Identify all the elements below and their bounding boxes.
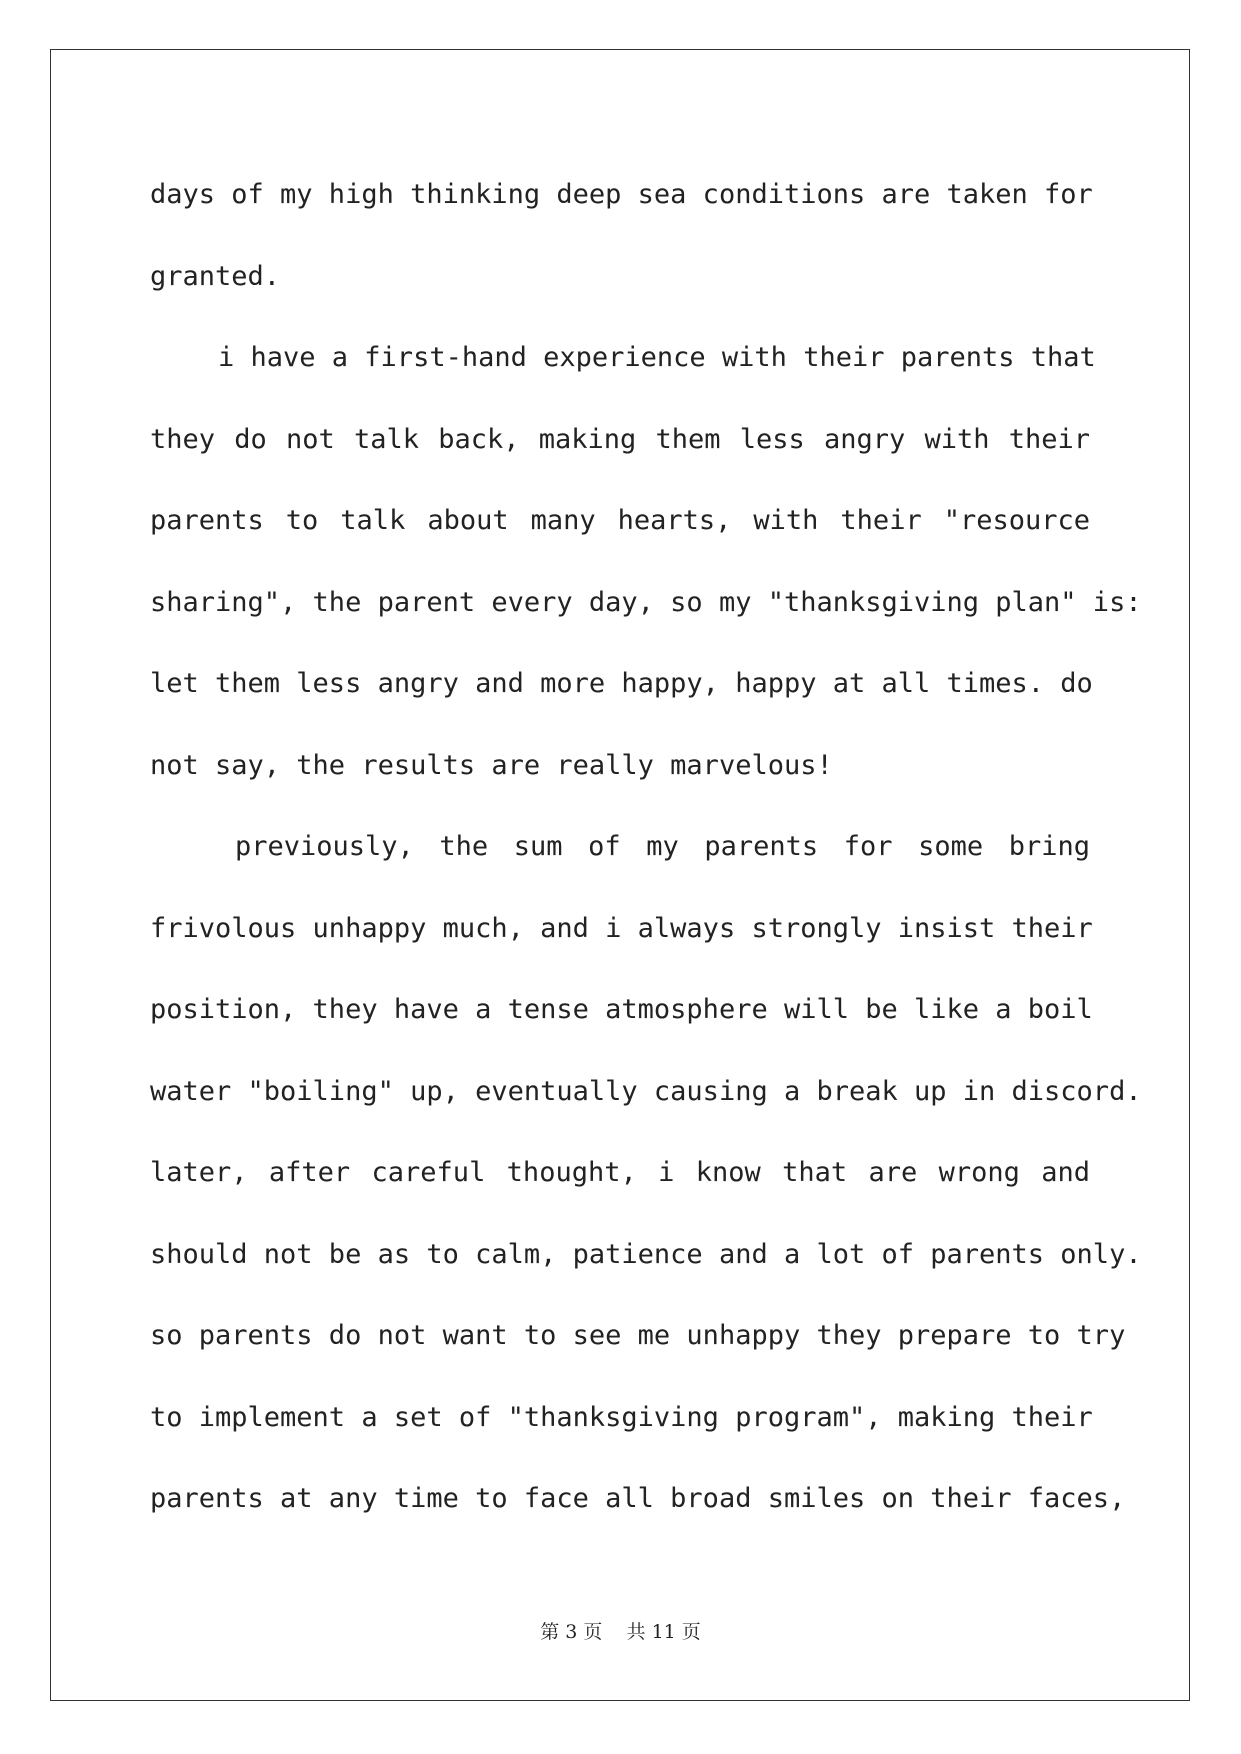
document-body (150, 167, 1142, 1553)
text-line: so parents do not want to see me unhappy they prepare to try (150, 1320, 1126, 1351)
text-line: not say, the results are really marvelous! (150, 749, 833, 781)
text-line: sharing", the parent every day, so my "thanksgiving plan" is: (150, 586, 1142, 618)
text-line: water "boiling" up, eventually causing a break up in discord. (150, 1075, 1142, 1107)
text-line: days of my high thinking deep sea conditions are taken for (150, 179, 1093, 210)
text-line: granted. (150, 260, 281, 292)
text-line: to implement a set of "thanksgiving program", making their (150, 1401, 1093, 1433)
text-line: previously, the sum of my parents for some bring (235, 831, 1090, 862)
page-number: 第 3 页 共 11 页 (540, 1621, 701, 1643)
text-line: let them less angry and more happy, happy at all times. do (150, 668, 1093, 699)
text-line: later, after careful thought, i know that are wrong and (150, 1157, 1090, 1188)
text-line: parents to talk about many hearts, with their "resource (150, 505, 1090, 536)
text-line: should not be as to calm, patience and a lot of parents only. (150, 1238, 1142, 1270)
text-line: they do not talk back, making them less angry with their (150, 423, 1090, 455)
text-line: parents at any time to face all broad smiles on their faces, (150, 1483, 1126, 1514)
text-line: i have a first-hand experience with their parents that (218, 342, 1096, 373)
text-line: frivolous unhappy much, and i always strongly insist their (150, 912, 1093, 944)
text-line: position, they have a tense atmosphere will be like a boil (150, 994, 1093, 1025)
